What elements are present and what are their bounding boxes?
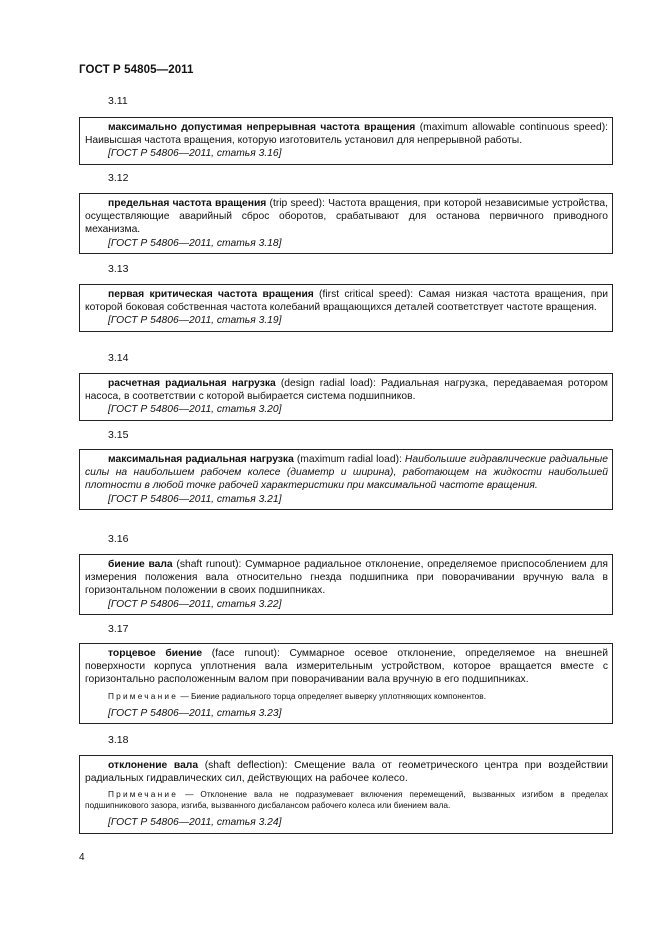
term-definition bbox=[85, 558, 608, 598]
entry-number: 3.11 bbox=[108, 95, 128, 107]
entry-number: 3.14 bbox=[108, 352, 129, 364]
entry-number: 3.13 bbox=[108, 263, 129, 275]
term-english: (first critical speed): bbox=[313, 289, 414, 300]
entry-number: 3.12 bbox=[108, 172, 129, 184]
definition-text: Суммарное осевое отклонение, определяемое на внешней поверхности корпуса уплотнения вала измерительным устройством, которое вращается вместе с горизонтально расположенным валом при поворачивании вала вручную в его подшипниках. bbox=[85, 648, 608, 686]
term-english: (maximum allowable continuous speed): bbox=[415, 122, 609, 133]
term-name: торцевое биение bbox=[108, 648, 203, 659]
source-reference: [ГОСТ Р 54806—2011, статья 3.23] bbox=[108, 707, 282, 719]
definition-text: Радиальная нагрузка, передаваемая ротором насоса, в соответствии с которой выбирается система подшипников. bbox=[85, 378, 609, 403]
note-label: Примечание bbox=[108, 690, 179, 701]
definition-text: Частота вращения, при которой независимые устройства, осуществляющие аварийный сброс оборотов, срабатывают для останова первичного приводного механизма. bbox=[85, 198, 608, 236]
term-name: максимальная радиальная нагрузка bbox=[108, 454, 294, 465]
source-reference: [ГОСТ Р 54806—2011, статья 3.24] bbox=[108, 817, 282, 829]
term-definition bbox=[85, 647, 608, 687]
term-definition bbox=[85, 197, 608, 237]
term-english: (shaft deflection): bbox=[198, 760, 288, 771]
term-name: предельная частота вращения bbox=[108, 198, 267, 209]
source-reference: [ГОСТ Р 54806—2011, статья 3.16] bbox=[108, 148, 282, 160]
term-definition bbox=[85, 759, 608, 785]
term-name: максимально допустимая непрерывная частота вращения bbox=[108, 122, 416, 133]
page-header: ГОСТ Р 54805—2011 bbox=[79, 64, 194, 76]
source-reference: [ГОСТ Р 54806—2011, статья 3.19] bbox=[108, 315, 282, 327]
term-name: биение вала bbox=[108, 559, 173, 570]
source-reference: [ГОСТ Р 54806—2011, статья 3.22] bbox=[108, 598, 282, 610]
entry-number: 3.17 bbox=[108, 623, 129, 635]
term-definition bbox=[85, 377, 608, 403]
term-english: (face runout): bbox=[202, 648, 280, 659]
term-entry bbox=[79, 643, 613, 724]
term-entry bbox=[79, 755, 613, 834]
term-english: (trip speed): bbox=[266, 198, 325, 209]
term-entry bbox=[79, 284, 613, 332]
entry-number: 3.18 bbox=[108, 734, 129, 746]
note-label: Примечание bbox=[108, 789, 179, 800]
note bbox=[85, 691, 608, 702]
term-entry bbox=[79, 117, 613, 165]
term-english: (design radial load): bbox=[275, 378, 376, 389]
source-reference: [ГОСТ Р 54806—2011, статья 3.21] bbox=[108, 493, 282, 505]
term-entry bbox=[79, 554, 613, 615]
term-entry bbox=[79, 449, 613, 510]
entry-number: 3.16 bbox=[108, 533, 129, 545]
term-name: отклонение вала bbox=[108, 760, 199, 771]
term-english: (shaft runout): bbox=[172, 559, 242, 570]
term-english: (maximum radial load): bbox=[293, 454, 402, 465]
definition-text: Суммарное радиальное отклонение, определяемое приспособлением для измерения положения вала относительно гнезда подшипника при поворачивании вручную вала в горизонтальном положении в своих подшипниках. bbox=[85, 559, 608, 597]
note bbox=[85, 789, 608, 811]
term-definition bbox=[85, 121, 608, 147]
term-name: расчетная радиальная нагрузка bbox=[108, 378, 276, 389]
entry-number: 3.15 bbox=[108, 429, 129, 441]
definition-text: Наивысшая частота вращения, которую изготовитель установил для непрерывной работы. bbox=[85, 135, 523, 147]
definition-text: Смещение вала от геометрического центра при воздействии радиальных гидравлических сил, действующих на рабочее колесо. bbox=[85, 760, 608, 785]
source-reference: [ГОСТ Р 54806—2011, статья 3.18] bbox=[108, 237, 282, 249]
definition-text: Наибольшие гидравлические радиальные силы на наибольшем рабочем колесе (диаметр и ширина), работающем на жидкости наибольшей плотности в любой точке рабочей характеристики при максимальной частоте вращения. bbox=[85, 454, 608, 492]
term-entry bbox=[79, 193, 613, 254]
term-definition bbox=[85, 288, 608, 314]
term-definition bbox=[85, 453, 608, 493]
term-entry bbox=[79, 373, 613, 421]
note-text: — Биение радиального торца определяет выверку уплотняющих компонентов. bbox=[178, 690, 487, 701]
source-reference: [ГОСТ Р 54806—2011, статья 3.20] bbox=[108, 404, 282, 416]
definition-text: Самая низкая частота вращения, при которой боковая собственная частота колебаний вращающихся деталей соответствует частоте вращения. bbox=[85, 289, 608, 314]
term-name: первая критическая частота вращения bbox=[108, 289, 314, 300]
page-number: 4 bbox=[79, 852, 85, 863]
note-text: — Отклонение вала не подразумевает включения перемещений, вызванных изгибом в пределах подшипникового зазора, изгиба, вызванного дисбалансом рабочего колеса или биением вала. bbox=[85, 789, 608, 811]
